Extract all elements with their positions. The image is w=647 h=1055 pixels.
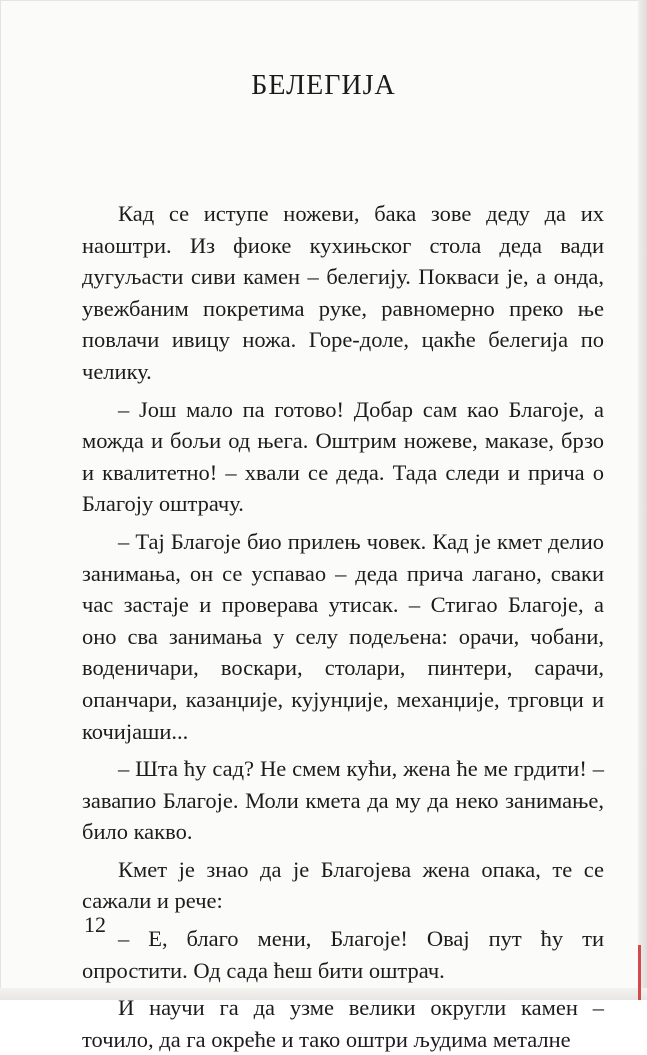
red-edge-mark (638, 945, 641, 1000)
page-edge-shadow (638, 0, 647, 1000)
paragraph: Кад се иступе ножеви, бака зове деду да их наоштри. Из фиоке кухињског стола деда вади дугуљасти сиви камен – белегију. Покваси је, а онда, увежбаним покретима руке, равномерно преко ње повлачи ивицу ножа. Горе-доле, цакће белегија по челику. (82, 201, 604, 384)
paragraph: – Е, благо мени, Благоје! Овај пут ћу ти опростити. Од сада ћеш бити оштрач. (82, 926, 604, 983)
paragraph: Кмет је знао да је Благојева жена опака, те се сажали и рече: (82, 856, 604, 914)
paragraph: – Тај Благоје био прилењ човек. Кад је кмет делио занимања, он се успавао – деда прича лагано, сваки час застаје и проверава утисак. – Стигао Благоје, а оно сва занимања у селу подељена: орачи, чобани, воденичари, воскари, столари, пинтери, сарачи, опанчари, казанџије, кујунџије, механџије, трговци и кочијаши... (82, 528, 604, 744)
body-text (82, 198, 604, 1055)
paragraph: – Још мало па готово! Добар сам као Благоје, а можда и бољи од њега. Оштрим ножеве, маказе, брзо и квалитетно! – хвали се деда. Тада следи и прича о Благоју оштрачу. (82, 396, 604, 517)
chapter-title: БЕЛЕГИЈА (251, 70, 396, 101)
page-number: 12 (84, 912, 106, 937)
paragraph: И научи га да узме велики округли камен – точило, да га окреће и тако оштри људима металне (82, 995, 604, 1052)
paragraph: – Шта ћу сад? Не смем кући, жена ће ме грдити! – завапио Благоје. Моли кмета да му да неко занимање, било какво. (82, 756, 604, 845)
